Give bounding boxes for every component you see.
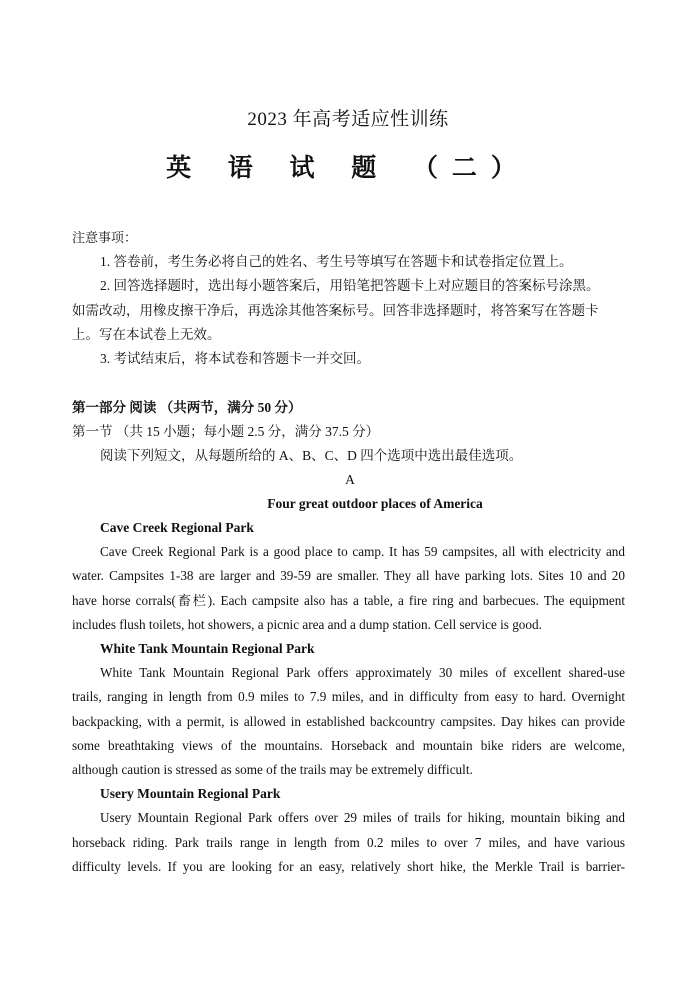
park-2-line: some breathtaking views of the mountains. Horseback and mountain bike riders are welcome, (72, 737, 625, 753)
park-2-heading: White Tank Mountain Regional Park (100, 641, 315, 657)
park-2-line: backpacking, with a permit, is allowed in established backcountry campsites. Day hikes can provide (72, 713, 625, 729)
notes-heading: 注意事项： (72, 230, 138, 245)
notes-item-3: 3. 考试结束后，将本试卷和答题卡一并交回。 (100, 351, 370, 367)
park-1-paragraph (72, 540, 625, 637)
part-one-title: 第一部分 阅读 （共两节，满分 50 分） (72, 400, 302, 415)
park-2-line: trails, ranging in length from 0.9 miles to 7.9 miles, and in difficulty from easy to hard. Overnight (72, 689, 625, 705)
notes-item-2-line-1: 2. 回答选择题时，选出每小题答案后，用铅笔把答题卡上对应题目的答案标号涂黑。 (100, 278, 600, 294)
notes-item-1: 1. 答卷前，考生务必将自己的姓名、考生号等填写在答题卡和试卷指定位置上。 (100, 254, 573, 270)
passage-title: Four great outdoor places of America (267, 496, 483, 511)
park-3-paragraph (72, 806, 625, 879)
park-2-line: White Tank Mountain Regional Park offers approximately 30 miles of excellent shared-use (100, 665, 625, 681)
park-3-line: horseback riding. Park trails range in length from 0.2 miles to over 7 miles, and have various (72, 834, 625, 850)
exam-title: 英 语 试 题 （二） (166, 153, 530, 182)
exam-year-heading: 2023 年高考适应性训练 (247, 109, 449, 130)
passage-letter: A (345, 472, 355, 487)
park-3-line: Usery Mountain Regional Park offers over 29 miles of trails for hiking, mountain biking and (100, 810, 625, 826)
park-2-paragraph (72, 661, 625, 782)
passage-body (72, 516, 625, 879)
park-1-line: water. Campsites 1-38 are larger and 39-59 are smaller. They all have parking lots. Sites 10 and 20 (72, 568, 625, 584)
park-3-line: difficulty levels. If you are looking for an easy, relatively short hike, the Merkle Trail is barrier- (72, 858, 625, 874)
park-1-line: includes flush toilets, hot showers, a picnic area and a dump station. Cell service is good. (72, 616, 542, 632)
park-1-heading: Cave Creek Regional Park (100, 520, 254, 535)
notes-item-2-line-3: 上。写在本试卷上无效。 (72, 326, 221, 342)
park-1-line: Cave Creek Regional Park is a good place to camp. It has 59 campsites, all with electricity and (100, 544, 625, 560)
notes-item-2-line-2: 如需改动，用橡皮擦干净后，再选涂其他答案标号。回答非选择题时，将答案写在答题卡 (72, 302, 599, 318)
park-3-heading: Usery Mountain Regional Park (100, 786, 281, 802)
section-one-title: 第一节 （共 15 小题；每小题 2.5 分，满分 37.5 分） (72, 424, 380, 439)
reading-instruction: 阅读下列短文，从每题所给的 A、B、C、D 四个选项中选出最佳选项。 (100, 448, 523, 463)
notes-section (72, 226, 628, 371)
park-1-line: have horse corrals(畜栏). Each campsite also has a table, a fire ring and barbecues. The equipment (72, 592, 625, 608)
park-2-line: although caution is stressed as some of the trails may be extremely difficult. (72, 762, 473, 778)
